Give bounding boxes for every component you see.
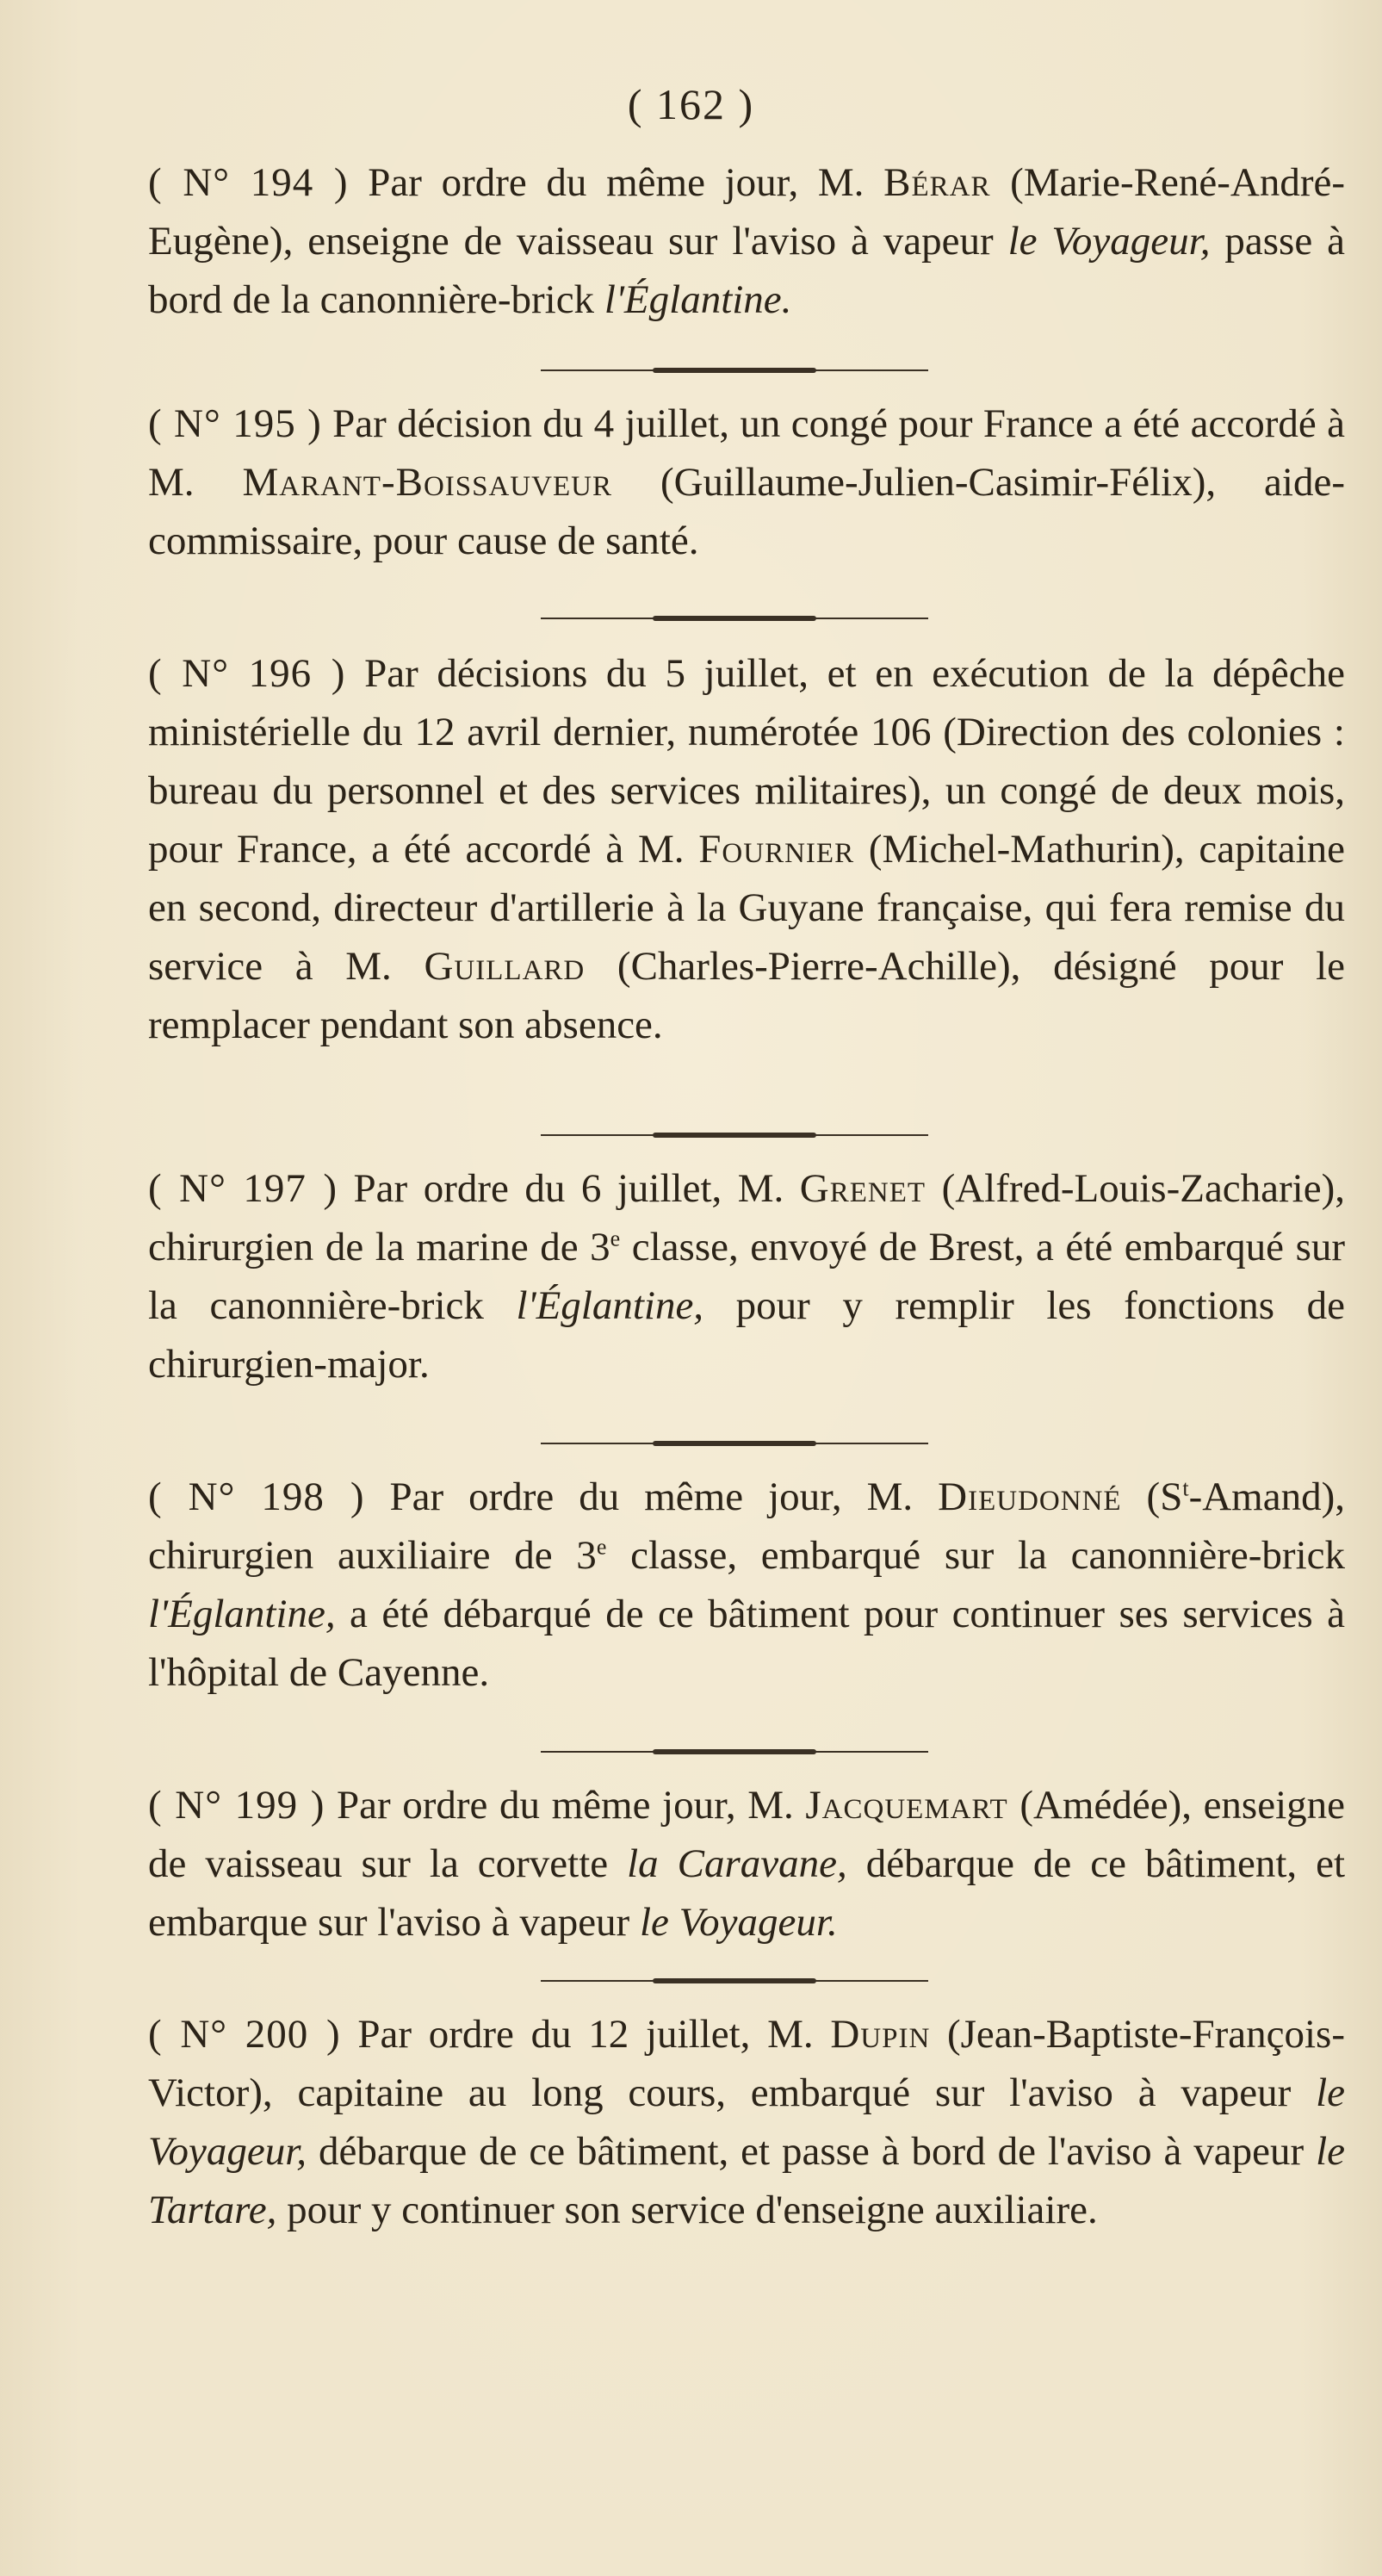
- entry-number: ( N° 199 ): [148, 1783, 325, 1828]
- entry-194: ( N° 194 ) Par ordre du même jour, M. Bérar (Marie-René-André-Eugène), enseigne de vaisseau sur l'aviso à vapeur le Voyageur, passe à bord de la canonnière-brick l'Églantine.: [148, 160, 1346, 322]
- ship-name: l'Églantine.: [604, 277, 792, 322]
- separator-rule: [541, 1748, 928, 1755]
- ship-name: le Tartare,: [148, 2129, 1346, 2232]
- person-name: Guillard: [424, 944, 586, 989]
- ship-name: l'Églantine,: [516, 1283, 704, 1328]
- entry-number: ( N° 197 ): [148, 1166, 338, 1211]
- entry-197: ( N° 197 ) Par ordre du 6 juillet, M. Grenet (Alfred-Louis-Zacharie), chirurgien de la marine de 3e classe, envoyé de Brest, a été embarqué sur la canonnière-brick l'Églantine, pour y remplir les fonctions de chirurgien-major.: [148, 1166, 1346, 1387]
- ship-name: le Voyageur.: [639, 1900, 838, 1945]
- person-name: Dieudonné: [938, 1474, 1122, 1519]
- person-name: Jacquemart: [805, 1783, 1008, 1828]
- ship-name: l'Églantine,: [148, 1592, 336, 1636]
- person-name: Fournier: [698, 827, 855, 872]
- ship-name: le Voyageur,: [148, 2070, 1345, 2174]
- ship-name: le Voyageur,: [1007, 219, 1211, 264]
- entry-199: ( N° 199 ) Par ordre du même jour, M. Jacquemart (Amédée), enseigne de vaisseau sur la corvette la Caravane, débarque de ce bâtiment, et embarque sur l'aviso à vapeur le Voyageur.: [148, 1783, 1346, 1945]
- entry-195: ( N° 195 ) Par décision du 4 juillet, un congé pour France a été accordé à M. Marant-Boissauveur (Guillaume-Julien-Casimir-Félix), aide-commissaire, pour cause de santé.: [148, 401, 1345, 563]
- separator-rule: [541, 1440, 928, 1447]
- entry-198: ( N° 198 ) Par ordre du même jour, M. Dieudonné $(S^t-Amand)$, chirurgien auxiliaire de 3e classe, embarqué sur la canonnière-brick l'Églantine, a été débarqué de ce bâtiment pour continuer ses services à l'hôpital de Cayenne.: [148, 1474, 1346, 1695]
- separator-rule: [541, 615, 928, 622]
- separator-rule: [541, 1132, 928, 1139]
- page-number: ( 162 ): [627, 80, 755, 128]
- person-name: Grenet: [799, 1166, 926, 1211]
- person-name: Marant-Boissauveur: [242, 460, 612, 505]
- entry-196: ( N° 196 ) Par décisions du 5 juillet, et en exécution de la dépêche ministérielle du 12 avril dernier, numérotée 106 (Direction des colonies : bureau du personnel et des services militaires), un congé de deux mois, pour France, a été accordé à M. Fournier (Michel-Mathurin), capitaine en second, directeur d'artillerie à la Guyane française, qui fera remise du service à M. Guillard (Charles-Pierre-Achille), désigné pour le remplacer pendant son absence.: [148, 651, 1346, 1047]
- entry-number: ( N° 194 ): [148, 160, 349, 205]
- person-name: Bérar: [883, 160, 991, 205]
- entry-200: ( N° 200 ) Par ordre du 12 juillet, M. Dupin (Jean-Baptiste-François-Victor), capitaine au long cours, embarqué sur l'aviso à vapeur le Voyageur, débarque de ce bâtiment, et passe à bord de l'aviso à vapeur le Tartare, pour y continuer son service d'enseigne auxiliaire.: [148, 2012, 1346, 2232]
- entry-number: ( N° 195 ): [148, 401, 322, 446]
- separator-rule: [541, 1977, 928, 1984]
- separator-rule: [541, 367, 928, 374]
- entry-number: ( N° 196 ): [148, 651, 346, 696]
- entry-number: ( N° 198 ): [148, 1474, 365, 1519]
- person-name: Dupin: [830, 2012, 931, 2057]
- entry-number: ( N° 200 ): [148, 2012, 341, 2057]
- ship-name: la Caravane,: [627, 1841, 847, 1886]
